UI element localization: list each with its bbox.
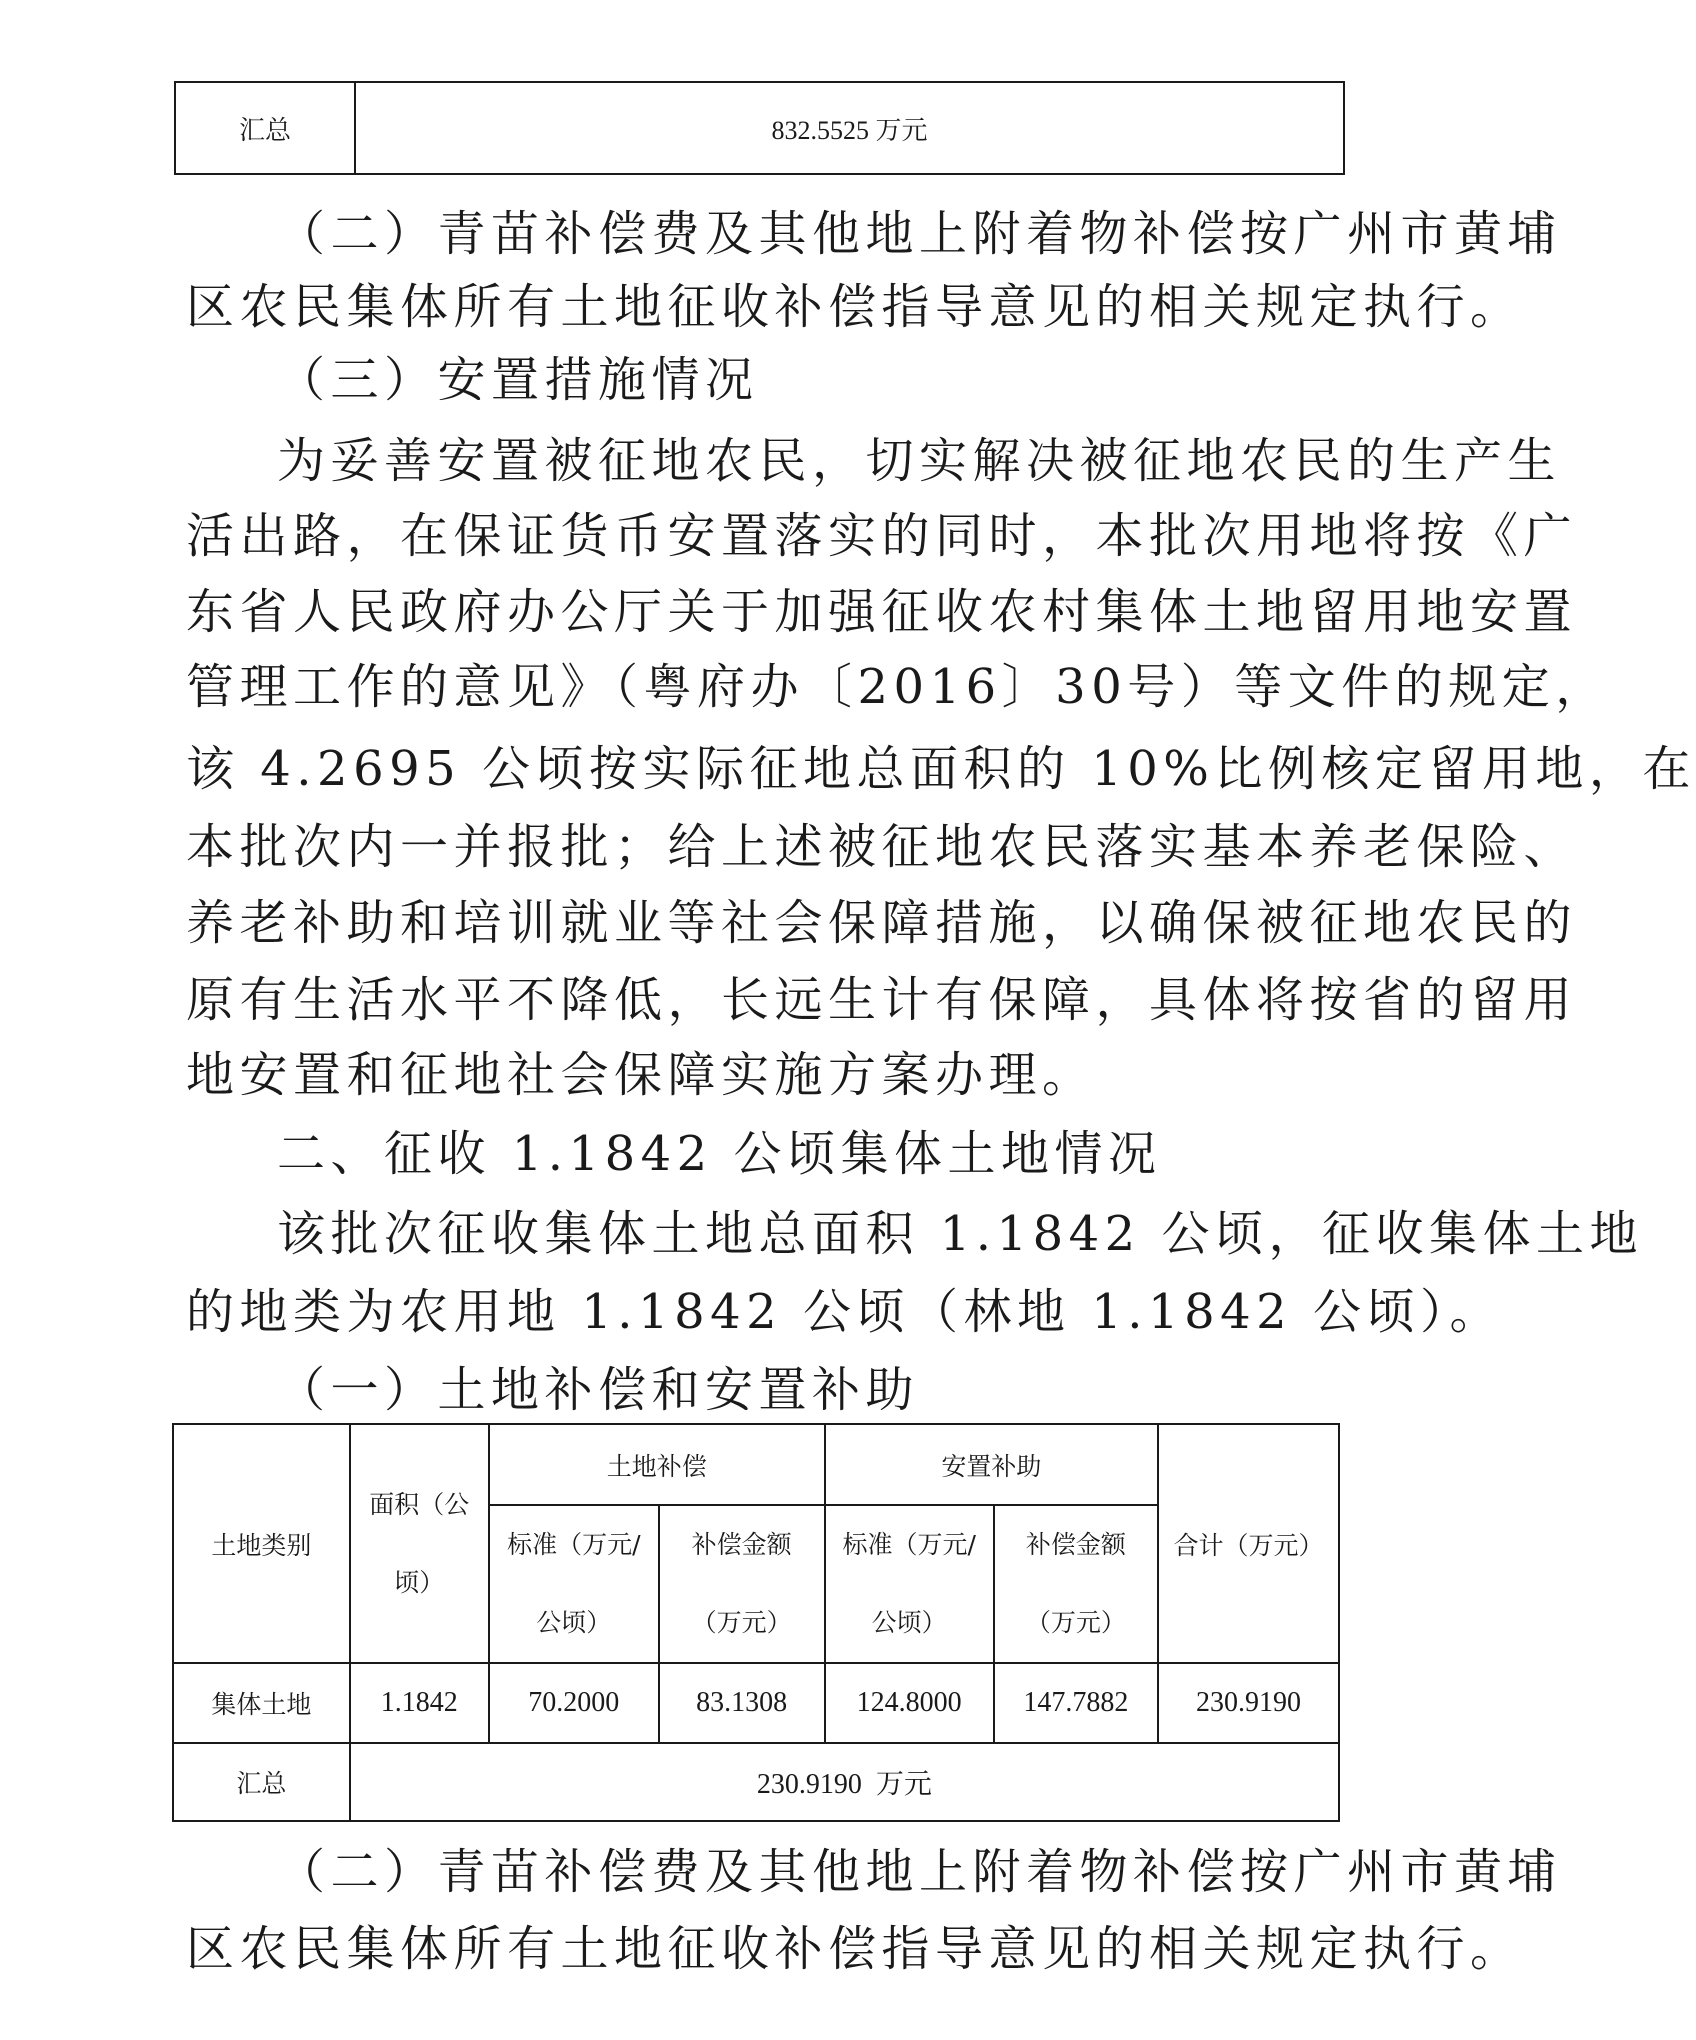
paragraph-line: 的地类为农用地 1.1842 公顷（林地 1.1842 公顷）。 xyxy=(186,1284,1503,1340)
summary-value: 832.5525 万元 xyxy=(355,82,1344,174)
header-area-line2: 顷） xyxy=(394,1567,445,1597)
paragraph-line: （二）青苗补偿费及其他地上附着物补偿按广州市黄埔 xyxy=(277,206,1562,262)
cell-area: 1.1842 xyxy=(350,1663,489,1743)
section-heading: （三）安置措施情况 xyxy=(277,352,759,408)
cell-total: 230.9190 xyxy=(1158,1663,1339,1743)
paragraph-line: 东省人民政府办公厅关于加强征收农村集体土地留用地安置 xyxy=(186,584,1578,640)
header-text: 公顷） xyxy=(871,1608,947,1637)
header-area xyxy=(350,1424,489,1663)
header-text: 补偿金额 xyxy=(691,1530,792,1559)
summary-table-1 xyxy=(174,81,1345,175)
paragraph-line: （二）青苗补偿费及其他地上附着物补偿按广州市黄埔 xyxy=(277,1844,1562,1900)
table-row xyxy=(173,1663,1339,1743)
header-land-comp-standard xyxy=(489,1505,659,1663)
section-heading: 二、征收 1.1842 公顷集体土地情况 xyxy=(277,1126,1162,1182)
header-resettlement: 安置补助 xyxy=(825,1424,1159,1505)
paragraph-line: 原有生活水平不降低，长远生计有保障，具体将按省的留用 xyxy=(186,972,1578,1028)
header-resettle-amount xyxy=(994,1505,1158,1663)
header-land-compensation: 土地补偿 xyxy=(489,1424,825,1505)
header-text: 标准（万元/ xyxy=(507,1530,641,1559)
cell-land-comp-amount: 83.1308 xyxy=(659,1663,825,1743)
paragraph-line: 本批次内一并报批；给上述被征地农民落实基本养老保险、 xyxy=(186,819,1578,875)
summary-label: 汇总 xyxy=(173,1743,350,1821)
header-land-type: 土地类别 xyxy=(173,1424,350,1663)
header-text: 公顷） xyxy=(536,1608,612,1637)
paragraph-line: 为妥善安置被征地农民，切实解决被征地农民的生产生 xyxy=(277,433,1562,489)
cell-resettle-standard: 124.8000 xyxy=(825,1663,994,1743)
header-land-comp-amount xyxy=(659,1505,825,1663)
section-heading: （一）土地补偿和安置补助 xyxy=(277,1362,920,1418)
cell-resettle-amount: 147.7882 xyxy=(994,1663,1158,1743)
header-text: （万元） xyxy=(691,1608,792,1637)
paragraph-line: 区农民集体所有土地征收补偿指导意见的相关规定执行。 xyxy=(186,279,1524,335)
paragraph-line: 管理工作的意见》（粤府办〔2016〕30号）等文件的规定， xyxy=(186,659,1609,715)
summary-label: 汇总 xyxy=(175,82,355,174)
header-text: 补偿金额 xyxy=(1025,1530,1126,1559)
paragraph-line: 养老补助和培训就业等社会保障措施，以确保被征地农民的 xyxy=(186,895,1578,951)
compensation-table xyxy=(172,1423,1340,1822)
cell-land-comp-standard: 70.2000 xyxy=(489,1663,659,1743)
header-total: 合计（万元） xyxy=(1158,1424,1339,1663)
paragraph-line: 区农民集体所有土地征收补偿指导意见的相关规定执行。 xyxy=(186,1921,1524,1977)
paragraph-line: 该批次征收集体土地总面积 1.1842 公顷，征收集体土地 xyxy=(277,1206,1643,1262)
paragraph-line: 该 4.2695 公顷按实际征地总面积的 10%比例核定留用地，在 xyxy=(186,741,1696,797)
paragraph-line: 活出路，在保证货币安置落实的同时，本批次用地将按《广 xyxy=(186,508,1578,564)
header-resettle-standard xyxy=(825,1505,994,1663)
summary-row xyxy=(173,1743,1339,1821)
cell-land-type: 集体土地 xyxy=(173,1663,350,1743)
header-text: 标准（万元/ xyxy=(842,1530,976,1559)
paragraph-line: 地安置和征地社会保障实施方案办理。 xyxy=(186,1047,1096,1103)
summary-value: 230.9190 万元 xyxy=(350,1743,1339,1821)
header-text: （万元） xyxy=(1025,1608,1126,1637)
header-area-line1: 面积（公 xyxy=(369,1489,470,1519)
